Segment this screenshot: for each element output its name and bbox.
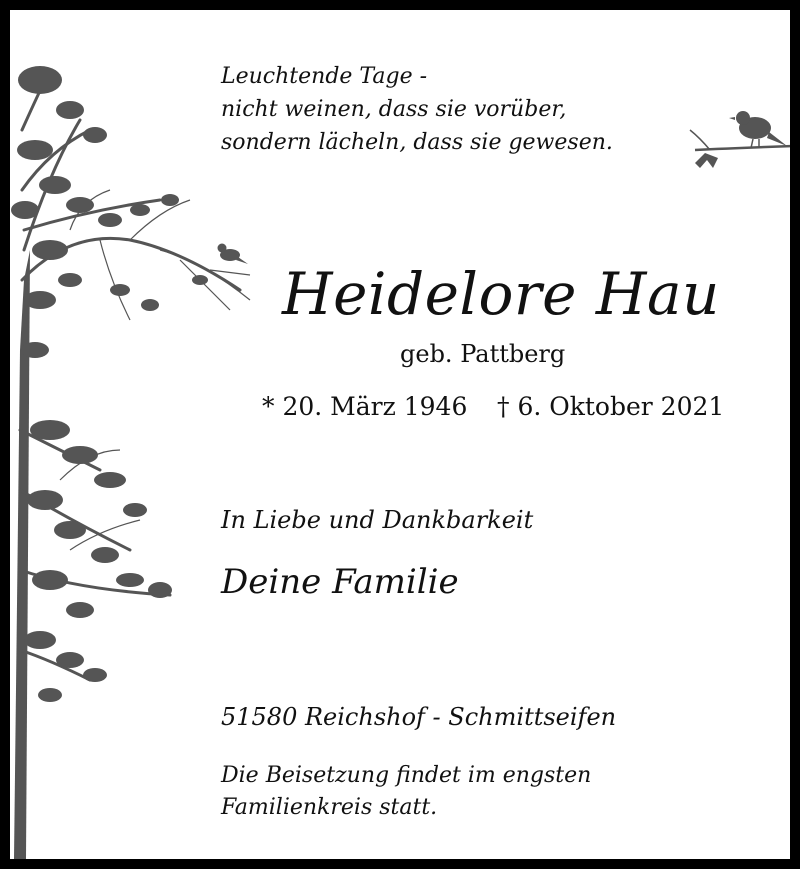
- memorial-poem: [221, 60, 613, 159]
- burial-line: Die Beisetzung findet im engsten: [221, 763, 592, 788]
- family-signature: Deine Familie: [221, 562, 459, 602]
- poem-line: Leuchtende Tage -: [221, 64, 428, 89]
- bird-icon: [685, 98, 790, 183]
- address: 51580 Reichshof - Schmittseifen: [221, 703, 617, 731]
- poem-line: nicht weinen, dass sie vorüber,: [221, 97, 567, 122]
- deceased-name: Heidelore Hau: [282, 260, 720, 328]
- obituary-card: [10, 10, 790, 859]
- maiden-name: geb. Pattberg: [400, 340, 566, 368]
- closing-sentiment: In Liebe und Dankbarkeit: [221, 506, 534, 534]
- burial-line: Familienkreis statt.: [221, 795, 438, 820]
- birth-date: * 20. März 1946: [262, 392, 468, 421]
- poem-line: sondern lächeln, dass sie gewesen.: [221, 130, 613, 155]
- death-date: † 6. Oktober 2021: [497, 392, 725, 421]
- burial-notice: [221, 760, 591, 824]
- tree-silhouette-icon: [10, 50, 270, 859]
